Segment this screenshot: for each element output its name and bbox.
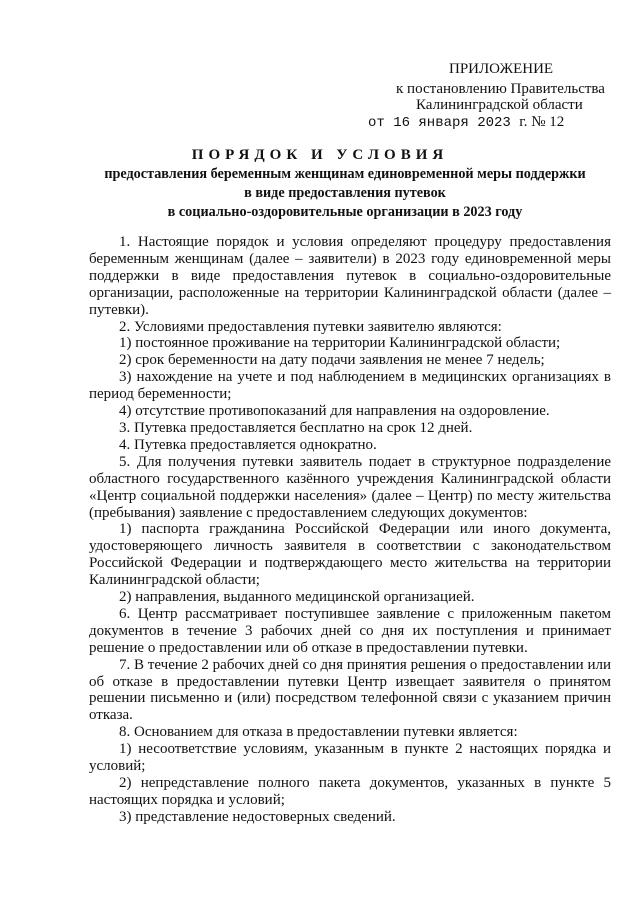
appendix-date-line [368, 113, 564, 132]
paragraph: 1) постоянное проживание на территории Калининградской области; [119, 335, 561, 352]
paragraph: 6. Центр рассматривает поступившее заявление с приложенным пакетом документов в течение 3 рабочих дней со дня их поступления и принимает решение о предоставлении или об отказе в предоставлении путевки. [89, 605, 611, 656]
paragraph: 2) непредставление полного пакета документов, указанных в пункте 5 настоящих порядка и условий; [89, 775, 611, 808]
paragraph: 2) направления, выданного медицинской организацией. [119, 589, 475, 606]
subtitle-line: в социально-оздоровительные организации в 2023 году [167, 204, 523, 220]
subtitle-line: в виде предоставления путевок [244, 185, 446, 201]
document-subtitle [70, 165, 620, 222]
document-title: ПОРЯДОК И УСЛОВИЯ [191, 147, 449, 163]
paragraph: 1) паспорта гражданина Российской Федерации или иного документа, удостоверяющего личность заявителя в соответствии с законодательством Российской Федерации и подтверждающего место жительства на территории Калининградской области; [89, 521, 611, 589]
paragraph: 5. Для получения путевки заявитель подает в структурное подразделение областного государственного казённого учреждения Калининградской области «Центр социальной поддержки населения» (далее – Центр) по месту жительства (пребывания) заявление с предоставлением следующих документов: [89, 453, 611, 521]
document-body [89, 234, 611, 826]
appendix-line-1: к постановлению Правительства [396, 81, 605, 97]
appendix-line-2: Калининградской области [416, 97, 583, 113]
appendix-title: ПРИЛОЖЕНИЕ [449, 61, 554, 77]
paragraph: 8. Основанием для отказа в предоставлении путевки является: [119, 724, 518, 741]
appendix-number: г. № 12 [519, 114, 565, 130]
appendix-date: от 16 января 2023 [368, 115, 511, 131]
paragraph: 1) несоответствие условиям, указанным в пункте 2 настоящих порядка и условий; [89, 741, 611, 775]
subtitle-line: предоставления беременным женщинам единовременной меры поддержки [104, 166, 586, 182]
paragraph: 4) отсутствие противопоказаний для направления на оздоровление. [119, 403, 550, 420]
paragraph: 3) представление недостоверных сведений. [119, 808, 396, 825]
paragraph: 3) нахождение на учете и под наблюдением в медицинских организациях в период беременности; [89, 369, 611, 403]
paragraph: 4. Путевка предоставляется однократно. [119, 436, 377, 453]
paragraph: 3. Путевка предоставляется бесплатно на срок 12 дней. [119, 419, 473, 436]
paragraph: 7. В течение 2 рабочих дней со дня принятия решения о предоставлении или об отказе в предоставлении путевки Центр извещает заявителя о принятом решении письменно и (или) посредством телефонной связи с указанием причин отказа. [89, 656, 611, 724]
paragraph: 2) срок беременности на дату подачи заявления не менее 7 недель; [119, 352, 545, 369]
paragraph: 1. Настоящие порядок и условия определяют процедуру предоставления беременным женщинам (далее – заявители) в 2023 году единовременной меры поддержки в виде предоставления путевок в социально-оздоровительные организации, расположенные на территории Калининградской области (далее – путевки). [89, 234, 611, 318]
paragraph: 2. Условиями предоставления путевки заявителю являются: [119, 318, 502, 335]
